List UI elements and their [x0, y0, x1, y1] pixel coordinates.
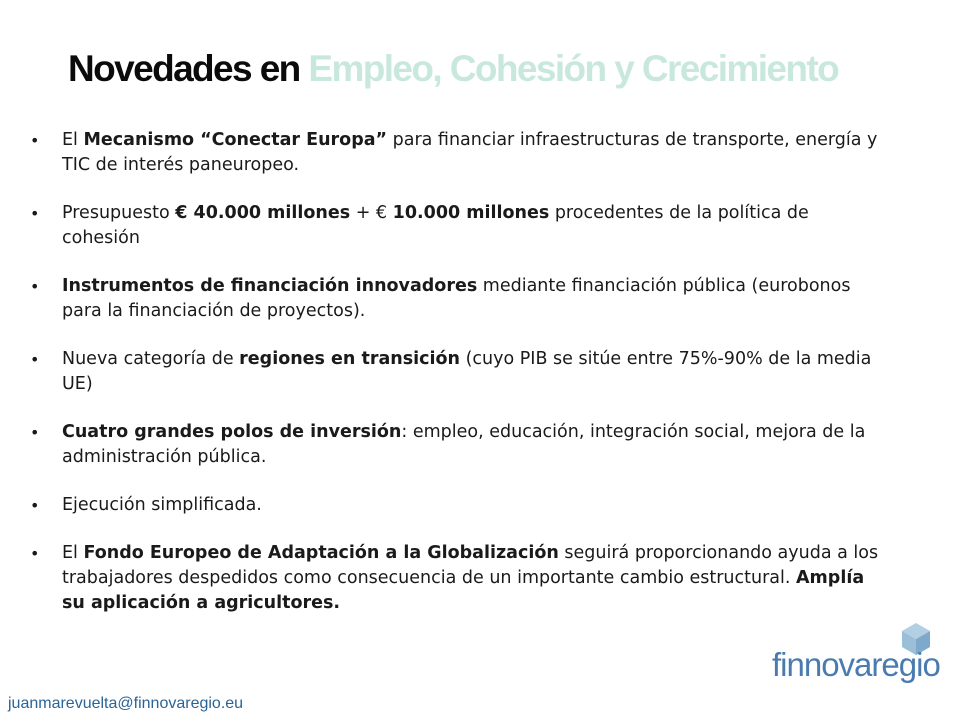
bullet-text: seguirá proporcionando ayuda a los trabajadores despedidos como consecuencia de un importante cambio estructural. — [62, 543, 879, 588]
bullet-emphasis: 10.000 millones — [392, 203, 550, 223]
bullet-item — [30, 541, 890, 616]
bullet-text: procedentes de la política de cohesión — [62, 203, 809, 248]
bullet-text: Ejecución simplificada. — [62, 495, 262, 515]
bullet-text: + € — [350, 203, 393, 223]
bullet-text: mediante financiación pública (eurobonos para la financiación de proyectos). — [62, 276, 851, 321]
bullet-text: Presupuesto — [62, 203, 176, 223]
bullet-item — [30, 274, 890, 324]
bullet-emphasis: regiones en transición — [239, 349, 461, 369]
bullet-item — [30, 493, 890, 518]
bullet-text: El — [62, 130, 84, 150]
bullet-emphasis: € 40.000 millones — [175, 203, 351, 223]
bullet-emphasis: Amplía su aplicación a agricultores. — [62, 568, 865, 613]
logo-wordmark: finnovaregio — [772, 646, 940, 683]
footer-email[interactable]: juanmarevuelta@finnovaregio.eu — [8, 695, 244, 712]
bullet-item — [30, 128, 890, 178]
bullet-list — [30, 128, 890, 639]
bullet-item — [30, 420, 890, 470]
bullet-text: (cuyo PIB se sitúe entre 75%-90% de la media UE) — [62, 349, 872, 394]
bullet-item — [30, 347, 890, 397]
bullet-text: : empleo, educación, integración social, mejora de la administración pública. — [62, 422, 866, 467]
title-highlight: Empleo, Cohesión y Crecimiento — [308, 48, 839, 89]
finnovaregio-logo — [772, 622, 940, 692]
slide-title — [68, 48, 838, 90]
bullet-item — [30, 201, 890, 251]
bullet-emphasis: Mecanismo “Conectar Europa” — [83, 130, 388, 150]
bullet-text: para financiar infraestructuras de transporte, energía y TIC de interés paneuropeo. — [62, 130, 878, 175]
bullet-text: El — [62, 543, 84, 563]
bullet-emphasis: Cuatro grandes polos de inversión — [62, 422, 402, 442]
bullet-emphasis: Fondo Europeo de Adaptación a la Globalización — [83, 543, 559, 563]
bullet-emphasis: Instrumentos de financiación innovadores — [62, 276, 478, 296]
title-prefix: Novedades en — [68, 48, 300, 89]
bullet-text: Nueva categoría de — [62, 349, 240, 369]
